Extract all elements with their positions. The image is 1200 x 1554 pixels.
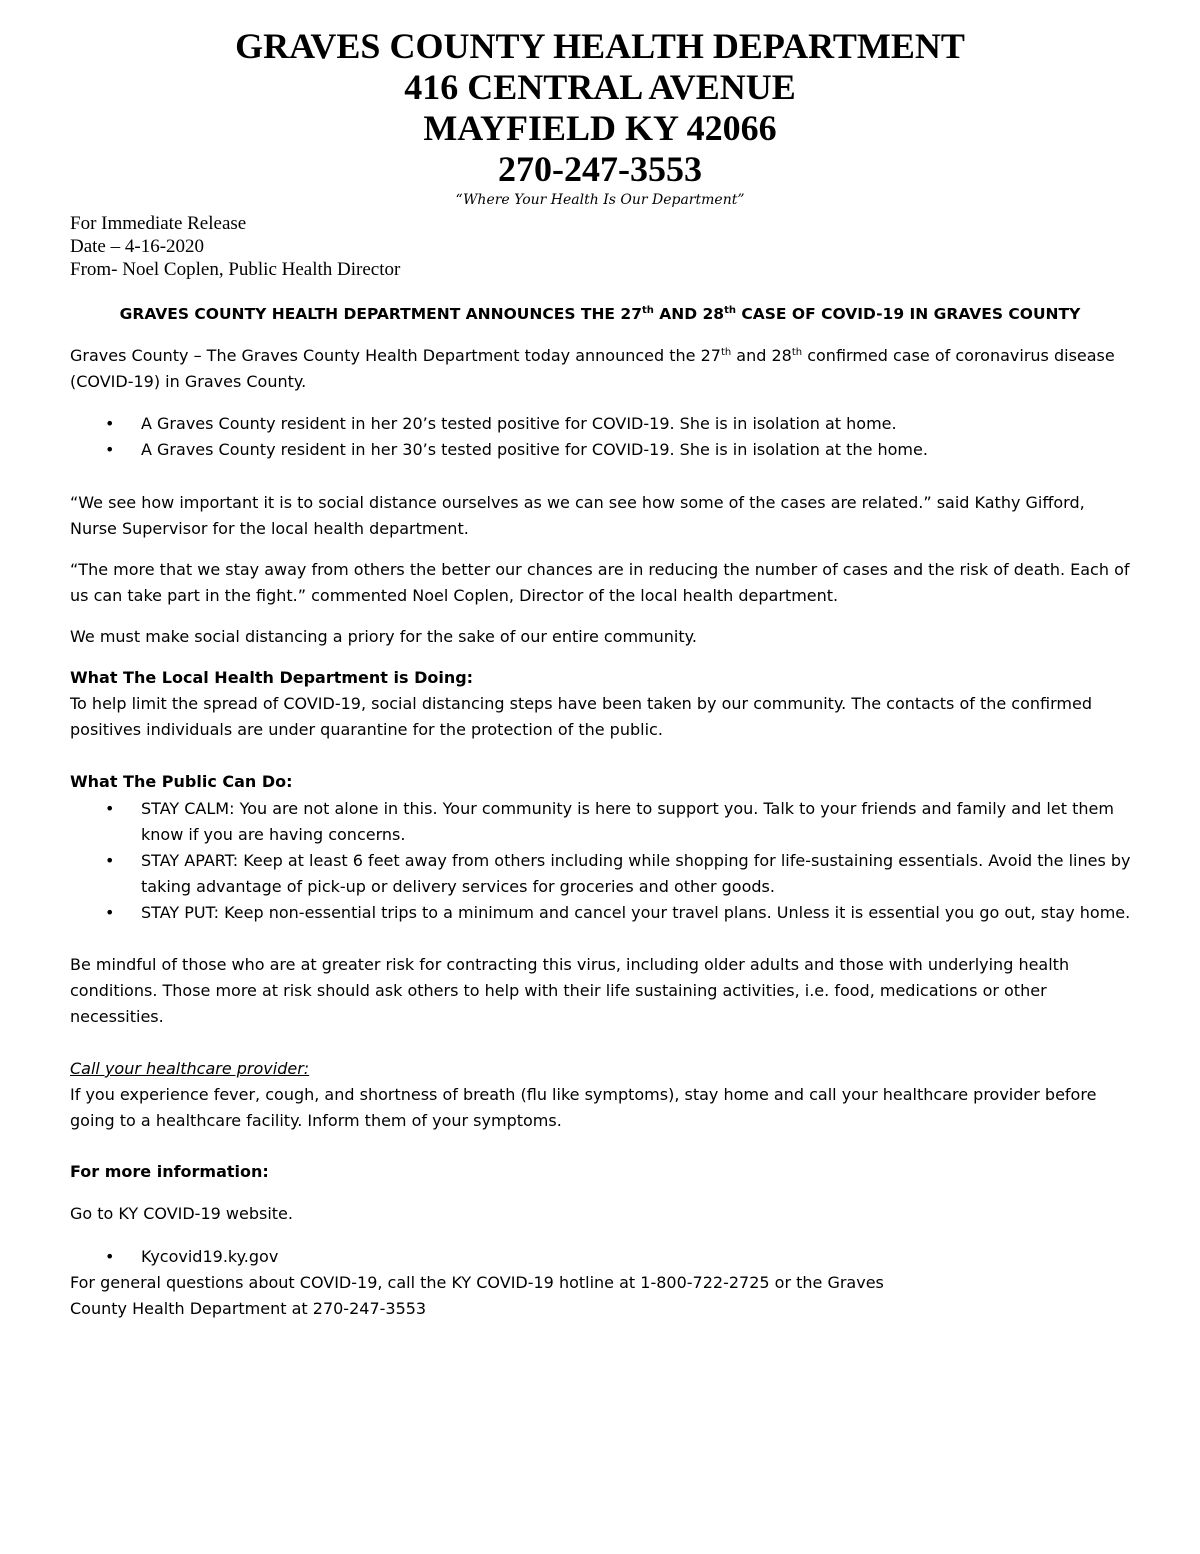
headline — [0, 302, 1200, 326]
intro-part3: confirmed case of coronavirus disease (COVID-19) in Graves County. — [70, 346, 1115, 391]
case-text: A Graves County resident in her 30’s tested positive for COVID-19. She is in isolation at the home. — [141, 440, 928, 459]
letterhead — [0, 26, 1200, 209]
more-info-heading-text: For more information: — [70, 1162, 269, 1181]
list-item — [70, 900, 1132, 926]
case-text: A Graves County resident in her 20’s tested positive for COVID-19. She is in isolation at home. — [141, 414, 897, 433]
questions-line1: For general questions about COVID-19, call the KY COVID-19 hotline at 1-800-722-2725 or the Graves — [70, 1273, 884, 1292]
headline-sup1: th — [641, 305, 654, 316]
local-dept-heading: What The Local Health Department is Doing: — [70, 668, 474, 687]
city-state-zip: MAYFIELD KY 42066 — [423, 108, 777, 148]
bullet-icon: • — [105, 1247, 115, 1266]
release-status: For Immediate Release — [70, 213, 247, 234]
headline-sup2: th — [724, 305, 736, 316]
release-date: Date – 4-16-2020 — [70, 236, 205, 257]
bullet-icon: • — [105, 799, 115, 818]
intro-part1: Graves County – The Graves County Health Department today announced the 27 — [70, 346, 721, 365]
website-list — [70, 1244, 1132, 1270]
local-dept-text: To help limit the spread of COVID-19, social distancing steps have been taken by our community. The contacts of the confirmed positives individuals are under quarantine for the protection of the public. — [70, 694, 1092, 739]
questions-paragraph — [70, 1270, 1132, 1322]
headline-part3: CASE OF COVID-19 IN GRAVES COUNTY — [736, 305, 1081, 323]
intro-part2: and 28 — [731, 346, 792, 365]
headline-part2: AND 28 — [653, 305, 725, 323]
list-item — [70, 437, 1132, 463]
questions-line2: County Health Department at 270-247-3553 — [70, 1299, 427, 1318]
mindful-paragraph: Be mindful of those who are at greater risk for contracting this virus, including older adults and those with underlying health conditions. Those more at risk should ask others to help with their life sustaining activities, i.e. food, medications or other necessities. — [70, 955, 1070, 1026]
release-info — [70, 212, 400, 281]
local-dept-section — [70, 665, 1132, 743]
bullet-icon: • — [105, 903, 115, 922]
list-item — [70, 1244, 1132, 1270]
provider-heading: Call your healthcare provider: — [70, 1059, 310, 1078]
public-heading — [70, 769, 1132, 795]
list-item — [70, 848, 1132, 900]
org-name: GRAVES COUNTY HEALTH DEPARTMENT — [235, 26, 965, 66]
provider-text: If you experience fever, cough, and shortness of breath (flu like symptoms), stay home and call your healthcare provider before going to a healthcare facility. Inform them of your symptoms. — [70, 1085, 1097, 1130]
action-text: STAY CALM: You are not alone in this. Your community is here to support you. Talk to your friends and family and let them know if you are having concerns. — [141, 799, 1114, 844]
quote-coplen: “The more that we stay away from others the better our chances are in reducing the number of cases and the risk of death. Each of us can take part in the fight.” commented Noel Coplen, Director of the local health department. — [70, 560, 1130, 605]
list-item — [70, 796, 1132, 848]
phone-number: 270-247-3553 — [498, 149, 702, 189]
intro-sup2: th — [791, 347, 803, 358]
public-actions-list — [70, 796, 1132, 926]
release-from: From- Noel Coplen, Public Health Director — [70, 259, 401, 280]
action-text: STAY APART: Keep at least 6 feet away from others including while shopping for life-sustaining essentials. Avoid the lines by taking advantage of pick-up or delivery services for groceries and other goods. — [141, 851, 1131, 896]
intro-sup1: th — [720, 347, 732, 358]
headline-part1: GRAVES COUNTY HEALTH DEPARTMENT ANNOUNCES THE 27 — [119, 305, 642, 323]
street-address: 416 CENTRAL AVENUE — [404, 67, 796, 107]
public-heading-text: What The Public Can Do: — [70, 772, 293, 791]
website-line: Go to KY COVID-19 website. — [70, 1204, 293, 1223]
tagline: “Where Your Health Is Our Department” — [455, 192, 745, 208]
case-list — [70, 411, 1132, 463]
provider-section — [70, 1056, 1132, 1134]
list-item — [70, 411, 1132, 437]
bullet-icon: • — [105, 414, 115, 433]
action-text: STAY PUT: Keep non-essential trips to a minimum and cancel your travel plans. Unless it is essential you go out, stay home. — [141, 903, 1131, 922]
more-info-heading — [70, 1159, 1132, 1185]
quote-gifford: “We see how important it is to social distance ourselves as we can see how some of the cases are related.” said Kathy Gifford, Nurse Supervisor for the local health department. — [70, 493, 1085, 538]
website-link[interactable]: Kycovid19.ky.gov — [141, 1247, 279, 1266]
intro-paragraph — [70, 343, 1132, 395]
bullet-icon: • — [105, 851, 115, 870]
priority-statement: We must make social distancing a priory for the sake of our entire community. — [70, 627, 697, 646]
bullet-icon: • — [105, 440, 115, 459]
